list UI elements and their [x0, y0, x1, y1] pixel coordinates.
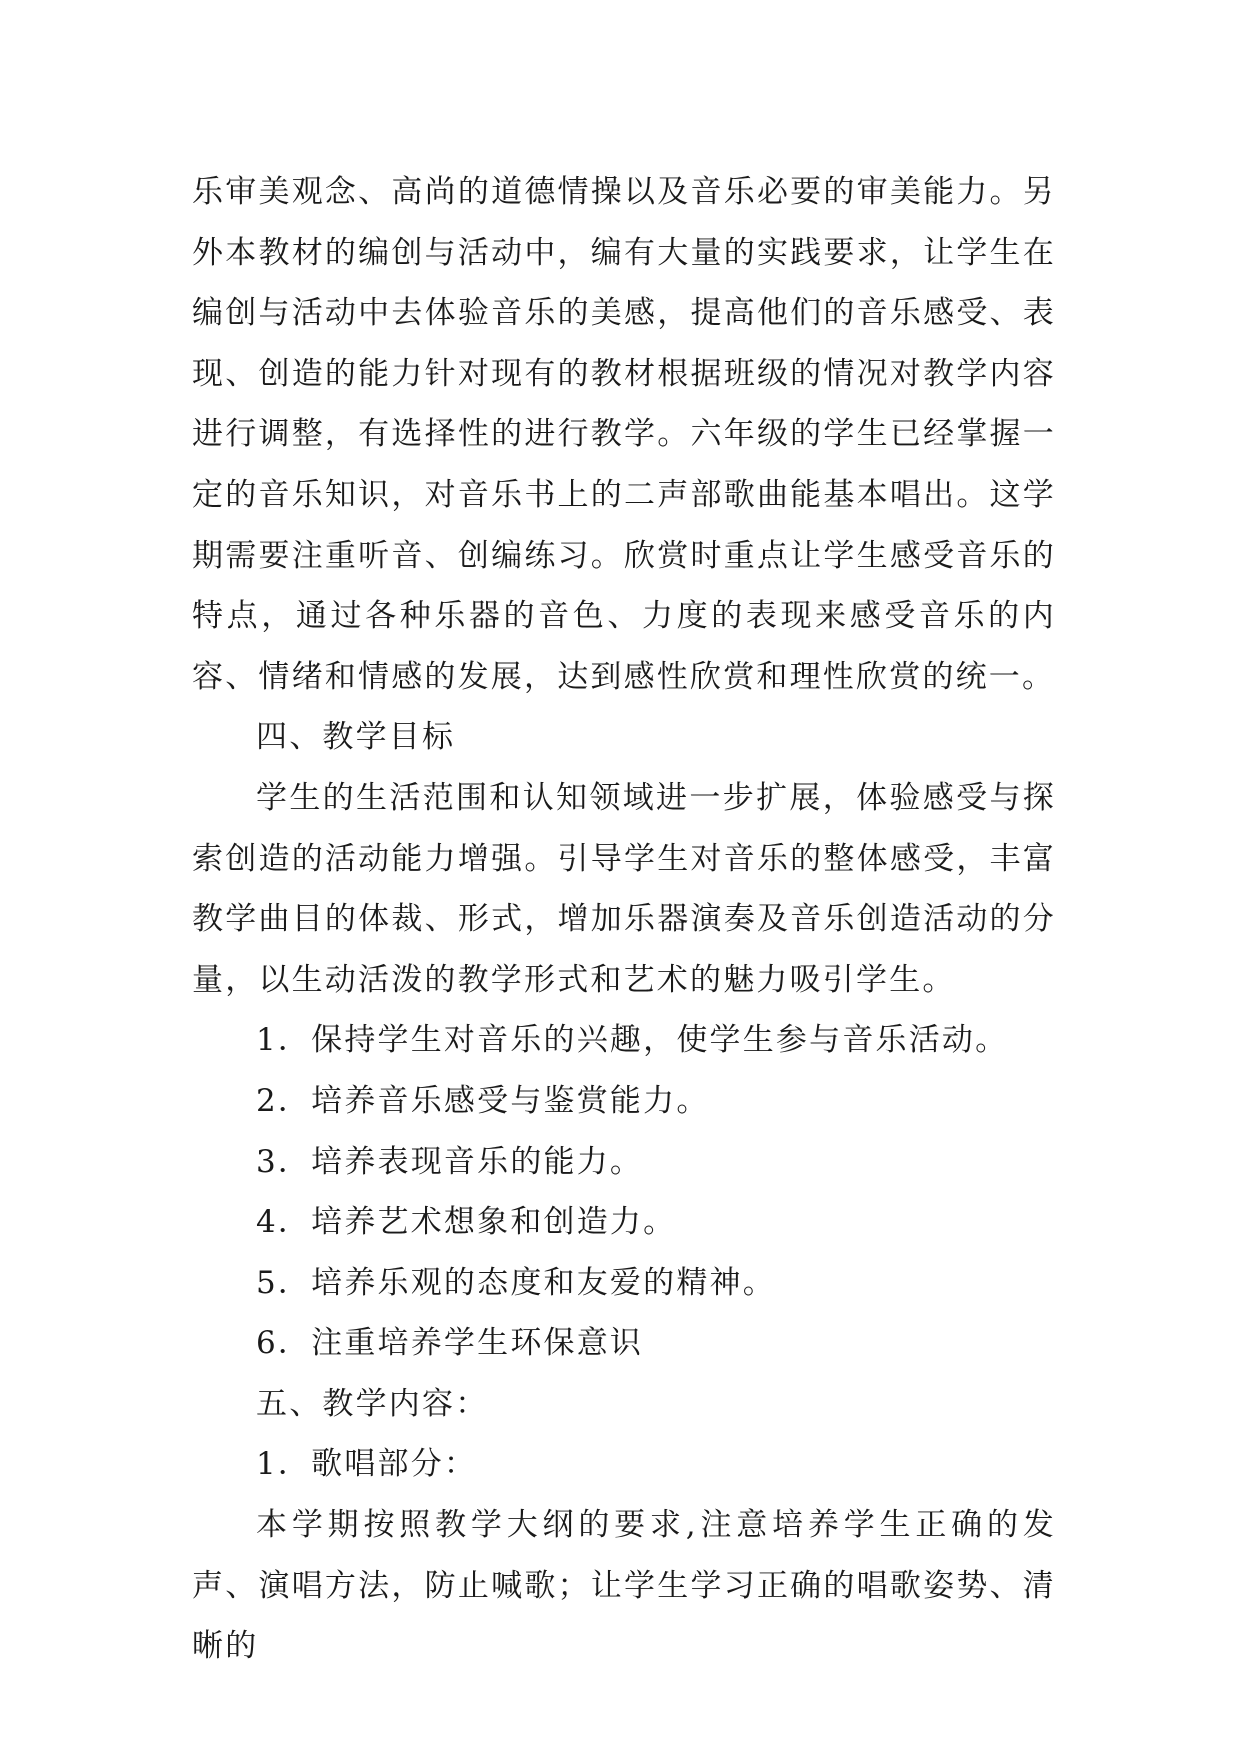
document-body: [192, 162, 1056, 1677]
section-heading-teaching-goals: 四、教学目标: [256, 719, 456, 756]
list-item-goal-3: 3．培养表现音乐的能力。: [256, 1143, 644, 1180]
list-item-goal-2: 2．培养音乐感受与鉴赏能力。: [256, 1082, 710, 1119]
list-item-goal-1: 1．保持学生对音乐的兴趣，使学生参与音乐活动。: [256, 1022, 1009, 1059]
section-heading-teaching-content: 五、教学内容：: [256, 1385, 489, 1422]
list-item-goal-6: 6．注重培养学生环保意识: [256, 1325, 644, 1362]
paragraph-singing: 本学期按照教学大纲的要求,注意培养学生正确的发声、演唱方法，防止喊歌；让学生学习正确的唱歌姿势、清晰的: [192, 1507, 1056, 1665]
list-item-goal-5: 5．培养乐观的态度和友爱的精神。: [256, 1264, 776, 1301]
subsection-heading-singing: 1．歌唱部分：: [256, 1446, 478, 1483]
paragraph-goals-intro: 学生的生活范围和认知领域进一步扩展，体验感受与探索创造的活动能力增强。引导学生对音乐的整体感受，丰富教学曲目的体裁、形式，增加乐器演奏及音乐创造活动的分量，以生动活泼的教学形式和艺术的魅力吸引学生。: [192, 779, 1056, 998]
paragraph-continued: 乐审美观念、高尚的道德情操以及音乐必要的审美能力。另外本教材的编创与活动中，编有大量的实践要求，让学生在编创与活动中去体验音乐的美感，提高他们的音乐感受、表现、创造的能力针对现有的教材根据班级的情况对教学内容进行调整，有选择性的进行教学。六年级的学生已经掌握一定的音乐知识，对音乐书上的二声部歌曲能基本唱出。这学期需要注重听音、创编练习。欣赏时重点让学生感受音乐的特点，通过各种乐器的音色、力度的表现来感受音乐的内容、情绪和情感的发展，达到感性欣赏和理性欣赏的统一。: [192, 174, 1056, 695]
list-item-goal-4: 4．培养艺术想象和创造力。: [256, 1204, 677, 1241]
